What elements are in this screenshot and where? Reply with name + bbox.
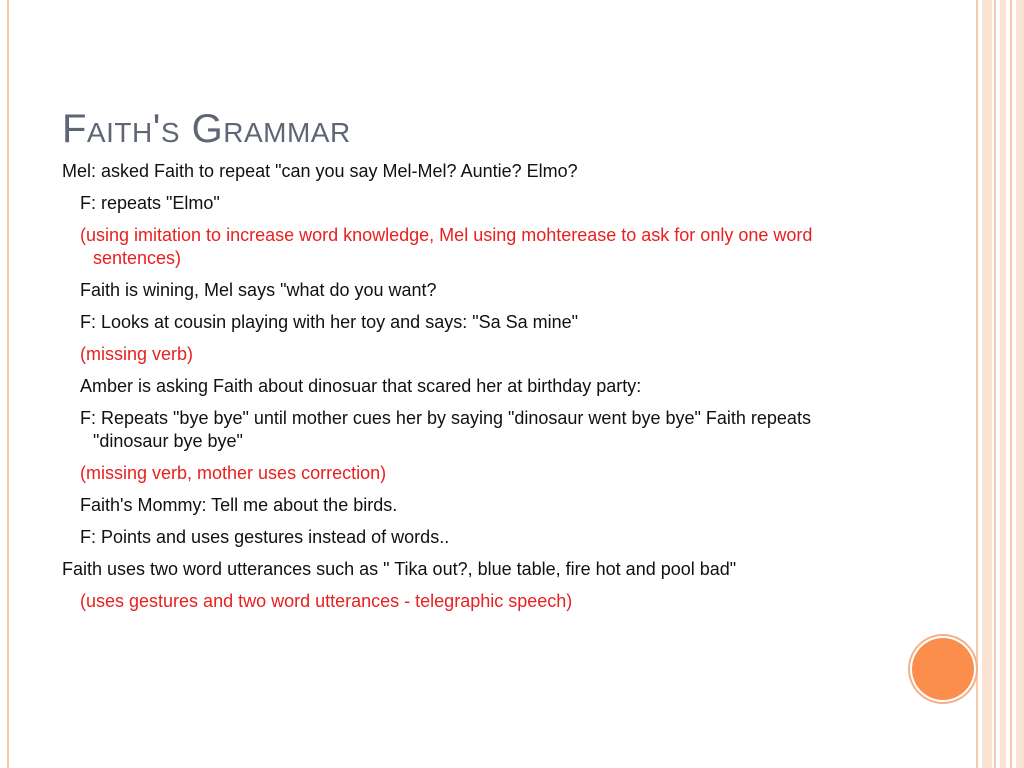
slide-title: Faith's Grammar	[62, 107, 351, 151]
note-paragraph: (uses gestures and two word utterances - telegraphic speech)	[80, 591, 573, 611]
stripe	[1016, 0, 1024, 768]
body-paragraph: Amber is asking Faith about dinosuar that scared her at birthday party:	[80, 376, 642, 396]
body-paragraph: Faith uses two word utterances such as " Tika out?, blue table, fire hot and pool bad"	[62, 559, 737, 579]
body-paragraph: Mel: asked Faith to repeat "can you say Mel-Mel? Auntie? Elmo?	[62, 161, 578, 181]
stripe	[1010, 0, 1012, 768]
orange-circle-decoration	[912, 638, 974, 700]
slide-body	[62, 160, 862, 622]
body-paragraph: F: Points and uses gestures instead of words..	[80, 527, 450, 547]
note-paragraph: (missing verb)	[80, 344, 194, 364]
stripe	[994, 0, 996, 768]
left-border-line	[7, 0, 9, 768]
body-paragraph: F: repeats "Elmo"	[80, 193, 220, 213]
body-paragraph: Faith is wining, Mel says "what do you want?	[80, 280, 437, 300]
note-paragraph: (using imitation to increase word knowledge, Mel using mohterease to ask for only one word sentences)	[80, 225, 813, 268]
note-paragraph: (missing verb, mother uses correction)	[80, 463, 387, 483]
stripe	[976, 0, 978, 768]
right-decorative-stripes	[976, 0, 1024, 768]
stripe	[1000, 0, 1006, 768]
body-paragraph: F: Looks at cousin playing with her toy and says: "Sa Sa mine"	[80, 312, 579, 332]
body-paragraph: F: Repeats "bye bye" until mother cues her by saying "dinosaur went bye bye" Faith repeats "dinosaur bye bye"	[80, 408, 811, 451]
stripe	[982, 0, 992, 768]
body-paragraph: Faith's Mommy: Tell me about the birds.	[80, 495, 398, 515]
